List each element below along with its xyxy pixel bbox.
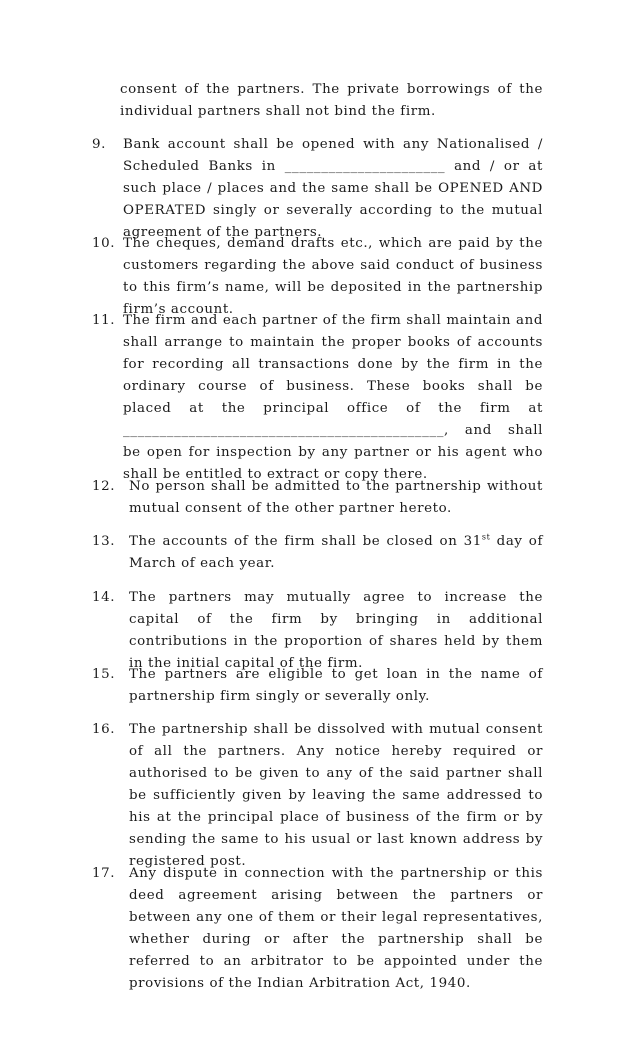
clause-16-text: The partnership shall be dissolved with mutual consent of all the partners. Any notice hereby required or authorised to be given to any of the said partner shall be sufficiently given by leaving the same addressed to his at the principal place of business of the firm or by sending the same to his usual or last known address by registered post. — [129, 722, 543, 869]
clause-15-number: 15. — [92, 667, 116, 682]
clause-15-text: The partners are eligible to get loan in the name of partnership firm singly or severally only. — [129, 667, 543, 704]
clause-13-number: 13. — [92, 534, 116, 549]
clause-17-number: 17. — [92, 866, 116, 881]
clause-13-text-before: The accounts of the firm shall be closed on 31 — [129, 534, 482, 549]
clause-14-text: The partners may mutually agree to increase the capital of the firm by bringing in additional contributions in the proportion of shares held by them in the initial capital of the firm. — [129, 590, 543, 671]
clause-13-text-after: day of March of each year. — [129, 534, 543, 571]
clause-11-number: 11. — [92, 313, 116, 328]
clause-13-text — [129, 531, 543, 575]
clause-10-text: The cheques, demand drafts etc., which are paid by the customers regarding the above said conduct of business to this firm’s name, will be deposited in the partnership firm’s account. — [123, 236, 543, 317]
clause-12-number: 12. — [92, 479, 116, 494]
clause-9-text: Bank account shall be opened with any Nationalised / Scheduled Banks in ______________________ and / or at such place / places and the same shall be OPENED AND OPERATED singly or severally according to the mutual agreement of the partners. — [123, 137, 543, 240]
intro-paragraph: consent of the partners. The private borrowings of the individual partners shall not bind the firm. — [120, 82, 543, 119]
clause-17-text: Any dispute in connection with the partnership or this deed agreement arising between the partners or between any one of them or their legal representatives, whether during or after the partnership shall be referred to an arbitrator to be appointed under the provisions of the Indian Arbitration Act, 1940. — [129, 866, 543, 991]
clause-14-number: 14. — [92, 590, 116, 605]
ordinal-superscript: st — [481, 532, 491, 542]
clause-16-number: 16. — [92, 722, 116, 737]
clause-11-text: The firm and each partner of the firm shall maintain and shall arrange to maintain the proper books of accounts for recording all transactions done by the firm in the ordinary course of business. These books shall be placed at the principal office of the firm at ____________________________________________, and shall be open for inspection by any partner or his agent who shall be entitled to extract or copy there. — [123, 313, 543, 482]
clause-12-text: No person shall be admitted to the partnership without mutual consent of the other partner hereto. — [129, 479, 543, 516]
clause-9-number: 9. — [92, 137, 106, 152]
clause-10-number: 10. — [92, 236, 116, 251]
